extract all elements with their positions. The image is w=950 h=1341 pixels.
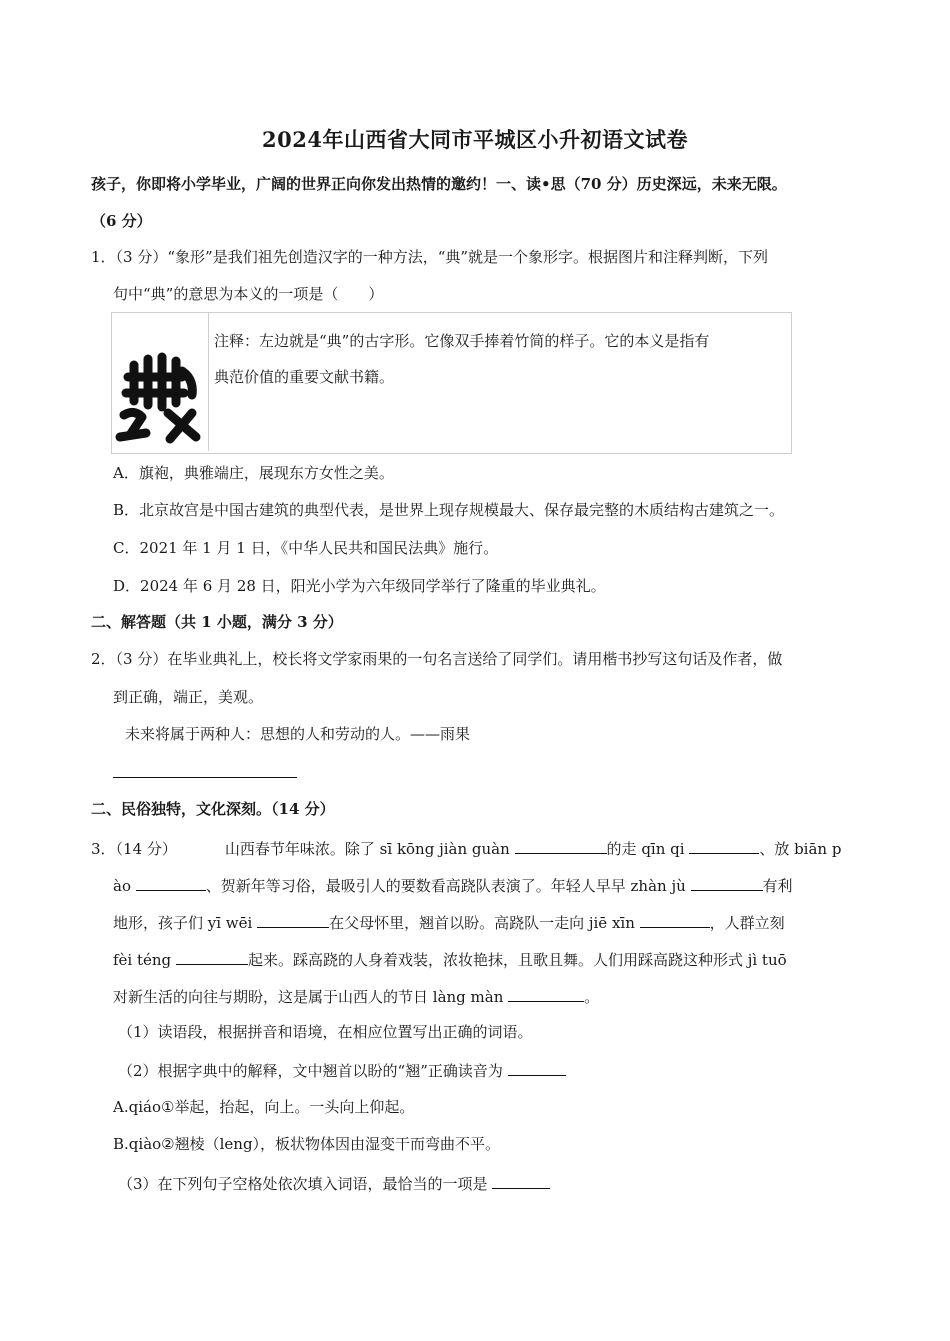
q3-text: 、贺新年等习俗，最吸引人的要数看高跷队表演了。年轻人早早 zhàn jù	[205, 877, 691, 895]
q3-text: ào	[113, 877, 136, 895]
q3-passage-line-2	[113, 874, 793, 896]
ancient-dian-glyph-image	[112, 313, 209, 451]
blank-3[interactable]	[136, 874, 206, 891]
q3-text: 地形，孩子们 yī wēi	[113, 914, 258, 932]
q1-annotation-line-1: 注释：左边就是“典”的古字形。它像双手捧着竹简的样子。它的本义是指有	[214, 332, 710, 350]
blank-7[interactable]	[176, 948, 248, 965]
q3-sub-3-blank[interactable]	[492, 1172, 550, 1189]
q1-stem-line-2: 句中“典”的意思为本义的一项是（ ）	[113, 285, 384, 303]
blank-1[interactable]	[515, 837, 607, 854]
intro-line-1: 孩子，你即将小学毕业，广阔的世界正向你发出热情的邀约！一、读•思（70 分）历史深远，未来无限。	[91, 175, 787, 193]
dian-glyph-icon	[112, 313, 208, 451]
q3-text: 山西春节年味浓。除了 sī kōng jiàn guàn	[224, 840, 515, 858]
q1-figure-table	[111, 312, 792, 454]
q3-sub-3	[118, 1172, 550, 1194]
q3-text: 起来。踩高跷的人身着戏装，浓妆艳抹，且歌且舞。人们用踩高跷这种形式 jì tuō	[247, 951, 787, 969]
q3-passage-line-1	[91, 837, 841, 859]
q2-stem-line-1: 2．（3 分）在毕业典礼上，校长将文学家雨果的一句名言送给了同学们。请用楷书抄写这句话及作者，做	[91, 650, 783, 668]
q3-text: ，人群立刻	[709, 914, 785, 932]
blank-4[interactable]	[691, 874, 763, 891]
section-3-heading: 二、民俗独特，文化深刻。（14 分）	[91, 800, 335, 818]
blank-8[interactable]	[508, 985, 584, 1002]
q3-passage-line-3	[113, 911, 785, 933]
blank-2[interactable]	[689, 837, 759, 854]
q3-text: 有利	[762, 877, 793, 895]
q3-text: 在父母怀里，翘首以盼。高跷队一走向 jiē xīn	[329, 914, 640, 932]
q2-answer-line[interactable]	[113, 777, 297, 778]
q3-passage-line-4	[113, 948, 787, 970]
q3-sub-2-text: （2）根据字典中的解释，文中翘首以盼的“翘”正确读音为	[118, 1062, 508, 1080]
q3-option-b: B.qiào②翘棱（leng），板状物体因由湿变干而弯曲不平。	[113, 1135, 501, 1153]
q3-text: fèi téng	[113, 951, 176, 969]
intro-line-2: （6 分）	[91, 212, 152, 230]
q2-quote: 未来将属于两种人：思想的人和劳动的人。——雨果	[125, 725, 471, 743]
q3-sub-1: （1）读语段，根据拼音和语境，在相应位置写出正确的词语。	[118, 1023, 533, 1041]
q3-option-a: A.qiáo①举起，抬起，向上。一头向上仰起。	[113, 1098, 415, 1116]
q1-option-d: D．2024 年 6 月 28 日，阳光小学为六年级同学举行了隆重的毕业典礼。	[113, 577, 606, 595]
blank-6[interactable]	[640, 911, 710, 928]
q3-number: 3．（14 分）	[91, 840, 177, 858]
q1-stem-line-1: 1．（3 分）“象形”是我们祖先创造汉字的一种方法，“典”就是一个象形字。根据图片和注释判断，下列	[91, 248, 769, 266]
q3-sub-2-blank[interactable]	[508, 1059, 566, 1076]
q3-text: 。	[584, 988, 600, 1006]
q1-option-c: C．2021 年 1 月 1 日，《中华人民共和国民法典》施行。	[113, 539, 499, 557]
q2-stem-line-2: 到正确，端正，美观。	[113, 688, 264, 706]
page-title: 2024年山西省大同市平城区小升初语文试卷	[262, 127, 688, 152]
q1-option-a: A．旗袍，典雅端庄，展现东方女性之美。	[113, 464, 394, 482]
q3-text: 的走 qīn qi	[606, 840, 690, 858]
q3-sub-3-text: （3）在下列句子空格处依次填入词语，最恰当的一项是	[118, 1175, 493, 1193]
blank-5[interactable]	[257, 911, 329, 928]
section-2-heading: 二、解答题（共 1 小题，满分 3 分）	[91, 613, 343, 631]
q3-text: 对新生活的向往与期盼，这是属于山西人的节日 làng màn	[113, 988, 509, 1006]
q1-option-b: B．北京故宫是中国古建筑的典型代表，是世界上现存规模最大、保存最完整的木质结构古建筑之一。	[113, 501, 785, 519]
q1-annotation-line-2: 典范价值的重要文献书籍。	[214, 368, 395, 386]
q1-annotation	[214, 323, 789, 395]
q3-passage-line-5	[113, 985, 599, 1007]
q3-sub-2	[118, 1059, 566, 1081]
q3-text: 、放 biān p	[759, 840, 842, 858]
